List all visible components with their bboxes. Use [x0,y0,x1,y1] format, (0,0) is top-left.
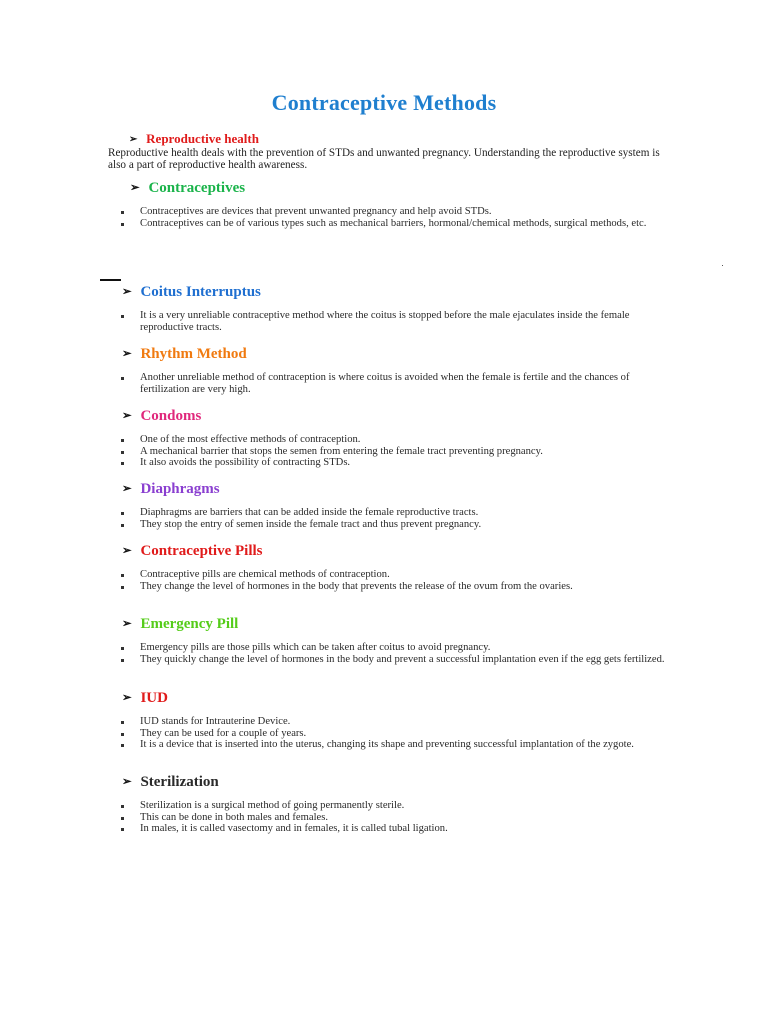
list-item: Sterilization is a surgical method of going permanently sterile. [108,800,678,812]
stray-dot [722,265,723,266]
bullet-list [108,800,678,835]
margin-mark [100,279,121,281]
heading-text: Condoms [140,408,202,424]
bullet-list [108,434,678,469]
section-heading [108,688,678,708]
bullet-list [108,569,678,592]
heading-text: Rhythm Method [140,346,247,362]
list-item: One of the most effective methods of contraception. [108,434,678,446]
section-rhythm-method [108,344,678,395]
arrow-bullet-icon: ➢ [129,134,138,145]
bullet-list [108,716,678,751]
list-item: In males, it is called vasectomy and in females, it is called tubal ligation. [108,823,678,835]
list-item: Diaphragms are barriers that can be added inside the female reproductive tracts. [108,507,678,519]
list-item: This can be done in both males and females. [108,812,678,824]
list-item: It also avoids the possibility of contracting STDs. [108,457,678,469]
arrow-bullet-icon: ➢ [122,286,132,298]
list-item: Contraceptives are devices that prevent unwanted pregnancy and help avoid STDs. [108,206,678,218]
arrow-bullet-icon: ➢ [122,618,132,630]
bullet-list [108,507,678,530]
list-item: It is a very unreliable contraceptive method where the coitus is stopped before the male ejaculates inside the female reproductive tracts. [108,310,678,333]
section-reproductive-health [108,131,678,171]
section-emergency-pill [108,614,678,665]
arrow-bullet-icon: ➢ [122,692,132,704]
bullet-list [108,310,678,333]
heading-text: Reproductive health [146,131,259,146]
arrow-bullet-icon: ➢ [122,348,132,360]
list-item: Emergency pills are those pills which can be taken after coitus to avoid pregnancy. [108,642,678,654]
section-contraceptive-pills [108,541,678,592]
heading-text: Diaphragms [140,481,220,497]
list-item: IUD stands for Intrauterine Device. [108,716,678,728]
page-title: Contraceptive Methods [271,90,497,115]
heading-text: Sterilization [140,774,219,790]
arrow-bullet-icon: ➢ [122,545,132,557]
list-item: They change the level of hormones in the body that prevents the release of the ovum from the ovaries. [108,581,678,593]
section-sterilization [108,772,678,835]
section-paragraph: Reproductive health deals with the prevention of STDs and unwanted pregnancy. Understanding the reproductive system is also a part of reproductive health awareness. [108,147,660,171]
bullet-list [108,372,678,395]
bullet-list [108,642,678,665]
list-item: They can be used for a couple of years. [108,728,678,740]
section-heading [108,772,678,792]
list-item: A mechanical barrier that stops the semen from entering the female tract preventing pregnancy. [108,446,678,458]
arrow-bullet-icon: ➢ [130,182,140,194]
section-coitus-interruptus [108,282,678,333]
heading-text: Contraceptive Pills [140,543,263,559]
arrow-bullet-icon: ➢ [122,483,132,495]
arrow-bullet-icon: ➢ [122,410,132,422]
section-contraceptives [108,178,678,229]
heading-text: IUD [140,690,168,706]
section-heading [108,541,678,561]
heading-text: Emergency Pill [140,616,239,632]
section-heading [108,614,678,634]
heading-text: Coitus Interruptus [140,284,261,300]
section-heading [108,282,678,302]
section-heading [108,479,678,499]
list-item: They quickly change the level of hormones in the body and prevent a successful implantation even if the egg gets fertilized. [108,654,678,666]
bullet-list [108,206,678,229]
list-item: It is a device that is inserted into the uterus, changing its shape and preventing successful implantation of the zygote. [108,739,678,751]
list-item: Another unreliable method of contraception is where coitus is avoided when the female is fertile and the chances of fertilization are very high. [108,372,678,395]
arrow-bullet-icon: ➢ [122,776,132,788]
list-item: They stop the entry of semen inside the female tract and thus prevent pregnancy. [108,519,678,531]
section-diaphragms [108,479,678,530]
section-heading [108,178,678,198]
section-heading [108,344,678,364]
section-heading [108,406,678,426]
list-item: Contraceptives can be of various types such as mechanical barriers, hormonal/chemical methods, surgical methods, etc. [108,218,678,230]
heading-text: Contraceptives [148,180,246,196]
section-iud [108,688,678,751]
list-item: Contraceptive pills are chemical methods of contraception. [108,569,678,581]
section-heading [108,131,678,147]
section-condoms [108,406,678,469]
